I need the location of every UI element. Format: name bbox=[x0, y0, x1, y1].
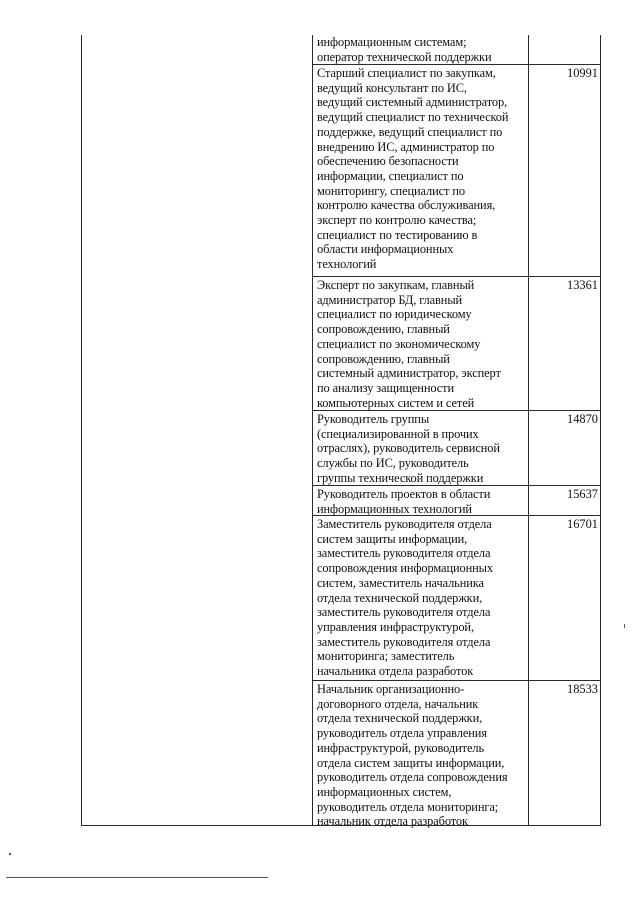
row-separator bbox=[312, 276, 601, 277]
table-cell-salary: 14870 bbox=[567, 412, 598, 426]
table-cell-position: Заместитель руководителя отдела систем защиты информации, заместитель руководителя отдела сопровождения информационных систем, заместитель начальника отдела технической поддержки, заместитель руководителя отдела управления инфраструктурой, заместитель руководителя отдела мониторинга; заместитель начальника отдела разработок bbox=[317, 517, 493, 679]
table-cell-salary: 13361 bbox=[567, 278, 598, 292]
row-separator bbox=[312, 680, 601, 681]
table-right-border bbox=[600, 35, 601, 825]
table-cell-salary: 10991 bbox=[567, 66, 598, 80]
table-cell-position: Начальник организационно- договорного отдела, начальник отдела технической поддержки, руководитель отдела управления инфраструктурой, руководитель отдела систем защиты информации, руководитель отдела сопровождения информационных систем, руководитель отдела мониторинга; начальник отдела разработок bbox=[317, 682, 508, 829]
scan-speck bbox=[624, 624, 625, 628]
scan-speck bbox=[9, 853, 11, 855]
table-cell-position: Руководитель группы (специализированной в прочих отраслях), руководитель сервисной службы по ИС, руководитель группы технической поддержки bbox=[317, 412, 500, 485]
table-cell-salary: 18533 bbox=[567, 682, 598, 696]
table-cell-position: Старший специалист по закупкам, ведущий консультант по ИС, ведущий системный администратор, ведущий специалист по технической поддержке, ведущий специалист по внедрению ИС, администратор по обеспечению безопасности информации, специалист по мониторингу, специалист по контролю качества обслуживания, эксперт по контролю качества; специалист по тестированию в области информационных технологий bbox=[317, 66, 509, 272]
table-cell-salary: 16701 bbox=[567, 517, 598, 531]
table-cell-position: информационным системам; оператор технической поддержки bbox=[317, 35, 492, 64]
table-cell-position: Руководитель проектов в области информационных технологий bbox=[317, 487, 491, 516]
footer-rule bbox=[6, 877, 268, 878]
table-left-border bbox=[81, 35, 82, 825]
table-cell-salary: 15637 bbox=[567, 487, 598, 501]
table-cell-position: Эксперт по закупкам, главный администратор БД, главный специалист по юридическому сопровождению, главный специалист по экономическому сопровождению, главный системный администратор, эксперт по анализу защищенности компьютерных систем и сетей bbox=[317, 278, 501, 410]
table-column-divider-1 bbox=[312, 35, 313, 825]
